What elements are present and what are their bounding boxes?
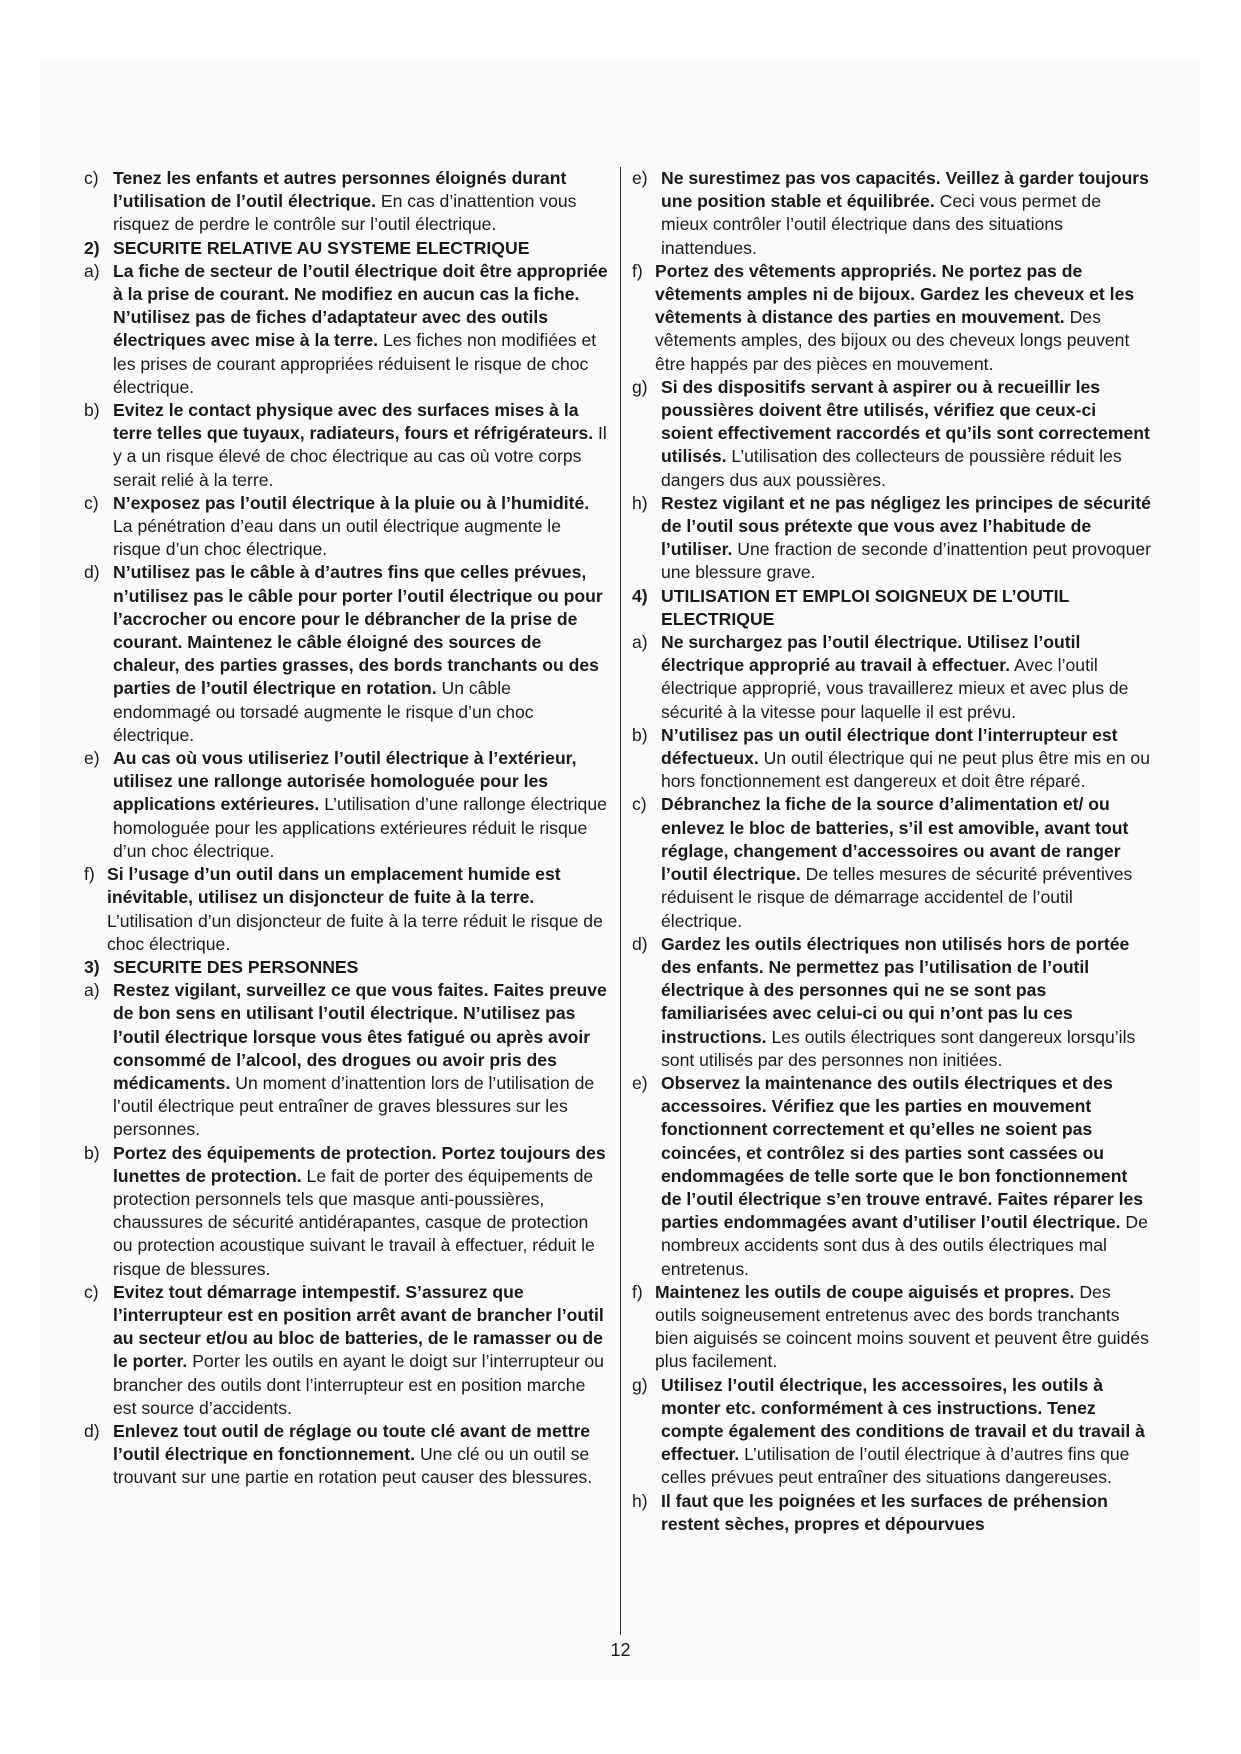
list-item <box>632 1374 1152 1490</box>
item-label: e) <box>632 168 648 188</box>
item-label: b) <box>84 400 100 421</box>
item-bold-text: Utilisez l’outil électrique, les accessoires, les outils à monter etc. conformément à ces instructions. Tenez compte également des conditions de travail et du travail à effectuer. <box>661 1374 1145 1465</box>
item-bold-text: Gardez les outils électriques non utilisés hors de portée des enfants. Ne permettez pas l’utilisation de l’outil électrique à des personnes qui ne se sont pas familiarisées avec celui-ci ou qui n’ont pas lu ces instructions. <box>661 933 1130 1047</box>
item-label: h) <box>632 492 648 513</box>
page-number: 12 <box>610 1640 631 1660</box>
item-bold-text: Restez vigilant, surveillez ce que vous faites. Faites preuve de bon sens en utilisant l’outil électrique. N’utilisez pas l’outil électrique lorsque vous êtes fatigué ou après avoir consommé de l’alcool, des drogues ou avoir pris des médicaments. <box>113 980 607 1093</box>
item-bold-text: Enlevez tout outil de réglage ou toute clé avant de mettre l’outil électrique en fonctionnement. <box>113 1420 591 1465</box>
list-item <box>632 1072 1152 1281</box>
list-item <box>84 863 609 956</box>
item-label: f) <box>632 1281 643 1302</box>
section-heading <box>84 956 609 979</box>
item-body-text: La pénétration d’eau dans un outil électrique augmente le risque d’un choc électrique. <box>113 516 561 560</box>
item-label: c) <box>84 1281 99 1302</box>
list-item <box>632 260 1152 376</box>
item-body-text: Un moment d’inattention lors de l’utilisation de l’outil électrique peut entraîner de graves blessures sur les personnes. <box>113 1072 595 1140</box>
list-item <box>632 631 1152 724</box>
list-item <box>632 1281 1152 1374</box>
item-bold-text: Portez des vêtements appropriés. Ne portez pas de vêtements amples ni de bijoux. Gardez les cheveux et les vêtements à distance des parties en mouvement. <box>655 260 1135 328</box>
section-title: SECURITE DES PERSONNES <box>113 956 359 977</box>
item-label: e) <box>632 1072 648 1093</box>
item-body-text: En cas d’inattention vous risquez de perdre le contrôle sur l’outil électrique. <box>113 191 577 235</box>
list-item <box>84 979 609 1141</box>
item-bold-text: Evitez tout démarrage intempestif. S’assurez que l’interrupteur est en position arrêt avant de brancher l’outil au secteur et/ou au bloc de batteries, de le ramasser ou de le porter. <box>113 1281 604 1372</box>
section-heading <box>632 585 1152 631</box>
item-body-text: Une fraction de seconde d’inattention peut provoquer une blessure grave. <box>661 539 1152 583</box>
list-item <box>84 1420 609 1490</box>
section-number: 4) <box>632 585 648 606</box>
right-column <box>632 167 1152 1536</box>
list-item <box>632 1490 1152 1536</box>
item-bold-text: Il faut que les poignées et les surfaces de préhension restent sèches, propres et dépourvues <box>661 1490 1108 1534</box>
section-number: 2) <box>84 237 100 258</box>
item-bold-text: Tenez les enfants et autres personnes éloignés durant l’utilisation de l’outil électrique. <box>113 168 567 212</box>
list-item <box>632 167 1152 260</box>
item-body-text: Des outils soigneusement entretenus avec des bords tranchants bien aiguisés se coincent moins souvent et peuvent être guidés plus facilement. <box>655 1281 1149 1372</box>
list-item <box>84 492 609 562</box>
list-item <box>632 724 1152 794</box>
item-bold-text: N’exposez pas l’outil électrique à la pluie ou à l’humidité. <box>113 492 590 513</box>
left-column <box>84 167 609 1490</box>
item-body-text: Porter les outils en ayant le doigt sur l’interrupteur ou brancher des outils dont l’interrupteur est en position marche est source d’accidents. <box>113 1351 604 1418</box>
item-label: f) <box>632 260 643 281</box>
item-bold-text: Portez des équipements de protection. Portez toujours des lunettes de protection. <box>113 1142 606 1186</box>
item-body-text: Il y a un risque élevé de choc électrique au cas où votre corps serait relié à la terre. <box>113 423 607 490</box>
item-label: a) <box>632 632 648 653</box>
list-item <box>84 1281 609 1420</box>
section-number: 3) <box>84 956 100 977</box>
item-label: a) <box>84 980 100 1001</box>
item-bold-text: N’utilisez pas un outil électrique dont l’interrupteur est défectueux. <box>661 724 1118 769</box>
section-title: UTILISATION ET EMPLOI SOIGNEUX DE L’OUTIL ELECTRIQUE <box>661 585 1069 629</box>
item-body-text: Un câble endommagé ou torsadé augmente le risque d’un choc électrique. <box>113 678 534 745</box>
item-bold-text: Si des dispositifs servant à aspirer ou à recueillir les poussières doivent être utilisés, vérifiez que ceux-ci soient effectivement raccordés et qu’ils sont correctement utilisés. <box>661 376 1150 467</box>
item-body-text: Des vêtements amples, des bijoux ou des cheveux longs peuvent être happés par des pièces en mouvement. <box>655 307 1130 374</box>
item-label: d) <box>84 1420 100 1441</box>
item-bold-text: N’utilisez pas le câble à d’autres fins que celles prévues, n’utilisez pas le câble pour porter l’outil électrique ou pour l’accrocher ou encore pour le débrancher de la prise de courant. Maintenez le câble éloigné des sources de chaleur, des parties grasses, des bords tranchants ou des parties de l’outil électrique en rotation. <box>113 562 603 699</box>
item-label: a) <box>84 260 100 281</box>
item-label: c) <box>84 492 99 513</box>
list-item <box>84 260 609 399</box>
item-bold-text: Observez la maintenance des outils électriques et des accessoires. Vérifiez que les parties en mouvement fonctionnent correctement et qu’elles ne soient pas coincées, et contrôlez si des parties sont cassées ou endommagées de telle sorte que le bon fonctionnement de l’outil électrique s’en trouve entravé. Faites réparer les parties endommagées avant d’utiliser l’outil électrique. <box>661 1072 1144 1233</box>
item-body-text: Une clé ou un outil se trouvant sur une partie en rotation peut causer des blessures. <box>113 1444 593 1488</box>
section-heading <box>84 237 609 260</box>
item-body-text: Les fiches non modifiées et les prises de courant appropriées réduisent le risque de choc électrique. <box>113 330 597 397</box>
item-bold-text: Ne surchargez pas l’outil électrique. Utilisez l’outil électrique approprié au travail à effectuer. <box>661 632 1081 676</box>
item-body-text: De nombreux accidents sont dus à des outils électriques mal entretenus. <box>661 1212 1148 1279</box>
item-label: c) <box>84 168 99 188</box>
section-title: SECURITE RELATIVE AU SYSTEME ELECTRIQUE <box>113 237 530 258</box>
item-label: g) <box>632 376 648 397</box>
item-body-text: De telles mesures de sécurité préventives réduisent le risque de démarrage accidentel de l’outil électrique. <box>661 864 1133 931</box>
item-label: b) <box>84 1142 100 1163</box>
item-label: c) <box>632 794 647 815</box>
item-body-text: Les outils électriques sont dangereux lorsqu’ils sont utilisés par des personnes non initiées. <box>661 1026 1136 1070</box>
item-label: g) <box>632 1374 648 1395</box>
item-body-text: L’utilisation d’une rallonge électrique homologuée pour les applications extérieures réduit le risque d’un choc électrique. <box>113 794 607 861</box>
item-bold-text: Ne surestimez pas vos capacités. Veillez à garder toujours une position stable et équilibrée. <box>661 168 1149 212</box>
item-bold-text: Restez vigilant et ne pas négligez les principes de sécurité de l’outil sous prétexte que vous avez l’habitude de l’utiliser. <box>661 492 1151 560</box>
item-label: b) <box>632 724 648 745</box>
item-label: f) <box>84 864 95 885</box>
item-label: d) <box>84 562 100 583</box>
item-bold-text: Maintenez les outils de coupe aiguisés et propres. <box>655 1281 1075 1302</box>
item-body-text: Ceci vous permet de mieux contrôler l’outil électrique dans des situations inattendues. <box>661 191 1101 258</box>
list-item <box>632 933 1152 1072</box>
item-bold-text: Evitez le contact physique avec des surfaces mises à la terre telles que tuyaux, radiateurs, fours et réfrigérateurs. <box>113 400 594 444</box>
item-body-text: Avec l’outil électrique approprié, vous travaillerez mieux et avec plus de sécurité à la vitesse pour laquelle il est prévu. <box>661 655 1129 722</box>
item-body-text: Le fait de porter des équipements de protection personnels tels que masque anti-poussières, chaussures de sécurité antidérapantes, casque de protection ou protection acoustique suivant le travail à effectuer, réduit le risque de blessures. <box>113 1165 595 1279</box>
item-label: d) <box>632 933 648 954</box>
list-item <box>84 1142 609 1281</box>
item-label: e) <box>84 748 100 769</box>
item-bold-text: Au cas où vous utiliseriez l’outil électrique à l’extérieur, utilisez une rallonge autorisée homologuée pour les applications extérieures. <box>113 748 577 815</box>
item-body-text: L’utilisation des collecteurs de poussière réduit les dangers dus aux poussières. <box>661 446 1122 490</box>
item-body-text: L’utilisation de l’outil électrique à d’autres fins que celles prévues peut entraîner des situations dangereuses. <box>661 1444 1130 1488</box>
list-item <box>84 561 609 747</box>
item-body-text: Un outil électrique qui ne peut plus être mis en ou hors fonctionnement est dangereux et doit être réparé. <box>661 748 1150 792</box>
item-body-text: L’utilisation d’un disjoncteur de fuite à la terre réduit le risque de choc électrique. <box>107 910 603 954</box>
list-item <box>84 167 609 237</box>
item-label: h) <box>632 1490 648 1511</box>
list-item <box>632 793 1152 932</box>
item-bold-text: La fiche de secteur de l’outil électrique doit être appropriée à la prise de courant. Ne modifiez en aucun cas la fiche. N’utilisez pas de fiches d’adaptateur avec des outils électriques avec mise à la terre. <box>113 260 608 351</box>
list-item <box>632 376 1152 492</box>
item-bold-text: Débranchez la fiche de la source d’alimentation et/ ou enlevez le bloc de batteries, s’il est amovible, avant tout réglage, changement d’accessoires ou avant de ranger l’outil électrique. <box>661 794 1129 885</box>
item-bold-text: Si l’usage d’un outil dans un emplacement humide est inévitable, utilisez un disjoncteur de fuite à la terre. <box>107 864 561 908</box>
list-item <box>84 399 609 492</box>
list-item <box>632 492 1152 585</box>
column-divider <box>620 167 621 1635</box>
list-item <box>84 747 609 863</box>
